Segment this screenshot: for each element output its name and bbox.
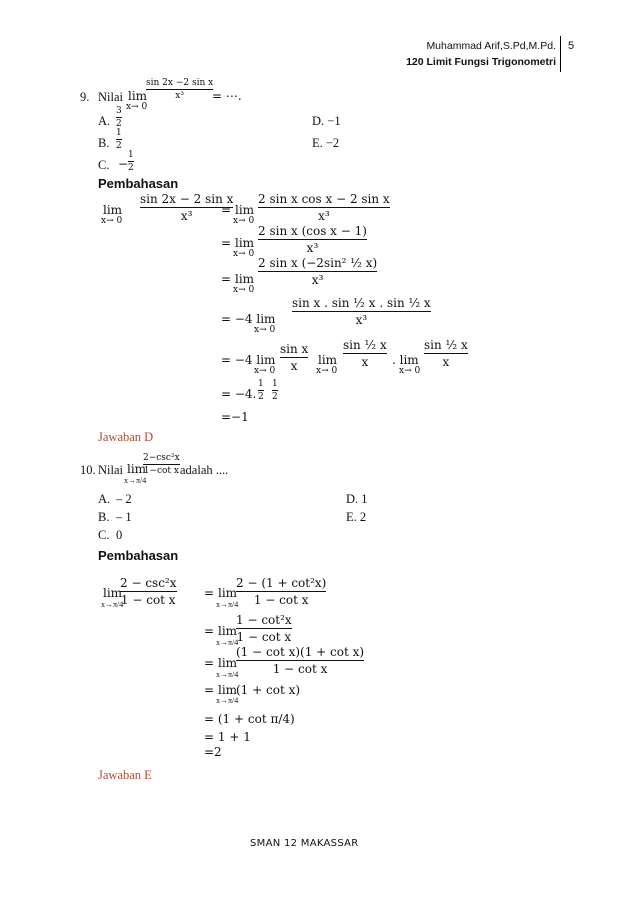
q9-s5-under: x→ 0 [254, 366, 276, 376]
q9-s3-num: 2 sin x (−2sin² ½ x) [258, 256, 378, 270]
q9-c-den: 2 [128, 163, 134, 173]
q10-s6: = 1 + 1 [204, 730, 251, 744]
q9-s5-f1 [280, 342, 308, 373]
q9-c-bar [128, 161, 134, 162]
q10-s2-num: 1 − cot²x [236, 613, 292, 627]
q10-s2-den: 1 − cot x [236, 630, 292, 644]
q9-l0-num: sin 2x − 2 sin x [140, 192, 234, 206]
page-number: 5 [568, 40, 575, 52]
q10-s3-frac [236, 645, 364, 676]
q10-fraction [143, 453, 180, 476]
q10-s7: =2 [204, 745, 222, 759]
q9-l0-den: x³ [180, 209, 193, 223]
q9-s3-under: x→ 0 [233, 285, 255, 295]
q9-s2-bar [258, 239, 367, 240]
q9-s6-half2 [272, 379, 278, 402]
q10-option-b: B. [98, 510, 110, 524]
q9-a-den: 2 [116, 119, 122, 129]
q9-s5-f3-bar [424, 353, 468, 354]
q9-s5-f2-num: sin ½ x [343, 338, 387, 352]
q9-b-num: 1 [116, 128, 122, 138]
q9-s3-bar [258, 271, 377, 272]
q10-s1-bar [236, 591, 326, 592]
q10-s3-num: (1 − cot x)(1 + cot x) [236, 645, 365, 659]
q10-s2-under: x→π/4 [216, 638, 239, 647]
q10-s2-eq: = [204, 624, 215, 638]
q9-s1-under: x→ 0 [233, 216, 255, 226]
q9-s6-h1-bar [258, 390, 264, 391]
q10-num: 2−csc²x [143, 453, 180, 463]
q10-s4-eq: = [204, 683, 215, 697]
q9-l0-bar [140, 207, 233, 208]
q9-s6-h2-num: 1 [272, 379, 278, 389]
q9-b-den: 2 [116, 141, 122, 151]
q9-fraction-bar [146, 89, 213, 90]
q9-l0-lim: lim [103, 203, 123, 217]
q9-s4-coef: = −4 lim [221, 312, 276, 326]
q10-den: 1−cot x [143, 466, 179, 476]
q10-s1-under: x→π/4 [216, 600, 239, 609]
author-name: Muhammad Arif,S.Pd,M.Pd. [426, 40, 556, 52]
q9-answer: Jawaban D [98, 430, 154, 444]
q10-number: 10. [80, 463, 96, 477]
q9-s2-frac [258, 224, 367, 255]
q9-s6-h2-den: 2 [272, 392, 278, 402]
header-divider [560, 36, 561, 72]
q9-number: 9. [80, 90, 90, 104]
q9-s6-h2-bar [272, 390, 278, 391]
q9-option-b-frac [116, 128, 122, 151]
q9-s5-f3-den: x [442, 355, 450, 369]
q10-l0-num: 2 − csc²x [120, 576, 177, 590]
q9-b-bar [116, 139, 122, 140]
q9-lim: lim [128, 89, 148, 103]
q9-s1-den: x³ [318, 209, 330, 223]
q10-lim-under: x→π/4 [124, 476, 147, 485]
book-title: 120 Limit Fungsi Trigonometri [406, 56, 556, 68]
q10-intro: Nilai [98, 463, 123, 477]
q9-s4-den: x³ [355, 313, 368, 327]
q9-s1-bar [258, 207, 390, 208]
q10-s1-frac [236, 576, 326, 607]
q10-s1-eq: = [204, 586, 215, 600]
q9-l0-under: x→ 0 [101, 216, 123, 226]
q10-answer: Jawaban E [98, 768, 152, 782]
q9-s6-h1-den: 2 [258, 392, 264, 402]
q10-option-b-val: – 1 [116, 510, 132, 524]
q9-s1-frac [258, 192, 390, 223]
q10-solution-title: Pembahasan [98, 548, 179, 563]
q10-option-c-val: 0 [116, 528, 123, 542]
q10-option-a-val: – 2 [116, 492, 132, 506]
q9-s1-lim: lim [235, 203, 255, 217]
q9-s5-f2-bar [343, 353, 387, 354]
q10-s3-eq: = [204, 656, 215, 670]
footer-school: SMAN 12 MAKASSAR [250, 838, 359, 849]
q9-intro: Nilai [98, 90, 123, 104]
q9-den: x³ [175, 91, 184, 101]
q9-s5-coef: = −4 lim [221, 353, 276, 367]
q9-s5-under2: x→ 0 [316, 366, 338, 376]
q9-s3-lim: lim [235, 272, 255, 286]
q10-s3-lim: lim [218, 656, 238, 670]
q9-s5-f1-bar [280, 357, 308, 358]
q9-a-bar [116, 117, 122, 118]
q9-l0-frac [140, 192, 233, 223]
q10-s4: (1 + cot x) [236, 683, 301, 697]
q10-s2-bar [236, 628, 292, 629]
q9-s3-den: x³ [311, 273, 324, 287]
q10-s5: = (1 + cot π/4) [204, 712, 295, 726]
q10-s1-den: 1 − cot x [253, 593, 309, 607]
q10-lim: lim [127, 462, 147, 476]
q9-s1-eq: = [221, 203, 232, 217]
q9-s2-under: x→ 0 [233, 249, 255, 259]
q9-s7: =−1 [221, 410, 249, 424]
q9-s5-f3 [424, 338, 468, 369]
q10-s2-lim: lim [218, 624, 238, 638]
q9-fraction [146, 78, 213, 101]
q9-s6-h1-num: 1 [258, 379, 264, 389]
q10-s3-under: x→π/4 [216, 670, 239, 679]
q10-l0-den: 1 − cot x [120, 593, 176, 607]
q10-s4-lim: lim [218, 683, 238, 697]
q9-s4-num: sin x . sin ½ x . sin ½ x [292, 296, 431, 310]
q10-l0-under: x→π/4 [101, 600, 124, 609]
q9-s2-den: x³ [306, 241, 319, 255]
q9-s3-eq: = [221, 272, 232, 286]
q9-s6: = −4. [221, 387, 257, 401]
q9-s5-lim2: lim [318, 353, 338, 367]
q9-s4-frac [292, 296, 431, 327]
q9-lim-under: x→ 0 [126, 102, 148, 112]
q9-s5-under3: x→ 0 [399, 366, 421, 376]
q10-s3-den: 1 − cot x [272, 662, 328, 676]
q9-option-a: A. [98, 114, 111, 128]
q9-s5-f2-den: x [361, 355, 369, 369]
q9-option-e: E. −2 [312, 136, 340, 150]
q9-c-sign: − [118, 157, 129, 171]
q10-l0-bar [120, 591, 177, 592]
q9-a-num: 3 [116, 106, 122, 116]
q10-l0-frac [120, 576, 177, 607]
q9-eq: = ⋯. [212, 89, 242, 103]
q9-s2-eq: = [221, 236, 232, 250]
q10-option-a: A. [98, 492, 111, 506]
q9-option-d: D. −1 [312, 114, 341, 128]
q9-option-c: C. [98, 158, 110, 172]
q10-s1-num: 2 − (1 + cot²x) [236, 576, 327, 590]
q9-s1-num: 2 sin x cos x − 2 sin x [258, 192, 390, 206]
q10-s1-lim: lim [218, 586, 238, 600]
q10-fraction-bar [143, 464, 180, 465]
q10-s2-frac [236, 613, 292, 644]
q10-s4-under: x→π/4 [216, 696, 239, 705]
q9-s2-lim: lim [235, 236, 255, 250]
q9-option-b: B. [98, 136, 110, 150]
q10-suffix: adalah .... [180, 463, 229, 477]
q10-option-e: E. 2 [346, 510, 367, 524]
q9-s6-half1 [258, 379, 264, 402]
q10-option-d: D. 1 [346, 492, 368, 506]
q9-s5-f3-num: sin ½ x [424, 338, 468, 352]
q10-l0-lim: lim [103, 586, 123, 600]
q9-s5-f1-num: sin x [280, 342, 309, 356]
q9-option-a-frac [116, 106, 122, 129]
q10-option-c: C. [98, 528, 110, 542]
q9-s4-under: x→ 0 [254, 325, 276, 335]
q9-s4-bar [292, 311, 431, 312]
q9-s5-f1-den: x [290, 359, 298, 373]
q9-s5-f2 [343, 338, 387, 369]
q9-c-num: 1 [128, 150, 134, 160]
q9-num: sin 2x −2 sin x [146, 78, 214, 88]
q10-s3-bar [236, 660, 364, 661]
q9-s3-frac [258, 256, 377, 287]
q9-solution-title: Pembahasan [98, 176, 179, 191]
q9-s5-dot: . lim [392, 353, 419, 367]
q9-option-c-frac [128, 150, 134, 173]
q9-s2-num: 2 sin x (cos x − 1) [258, 224, 367, 238]
